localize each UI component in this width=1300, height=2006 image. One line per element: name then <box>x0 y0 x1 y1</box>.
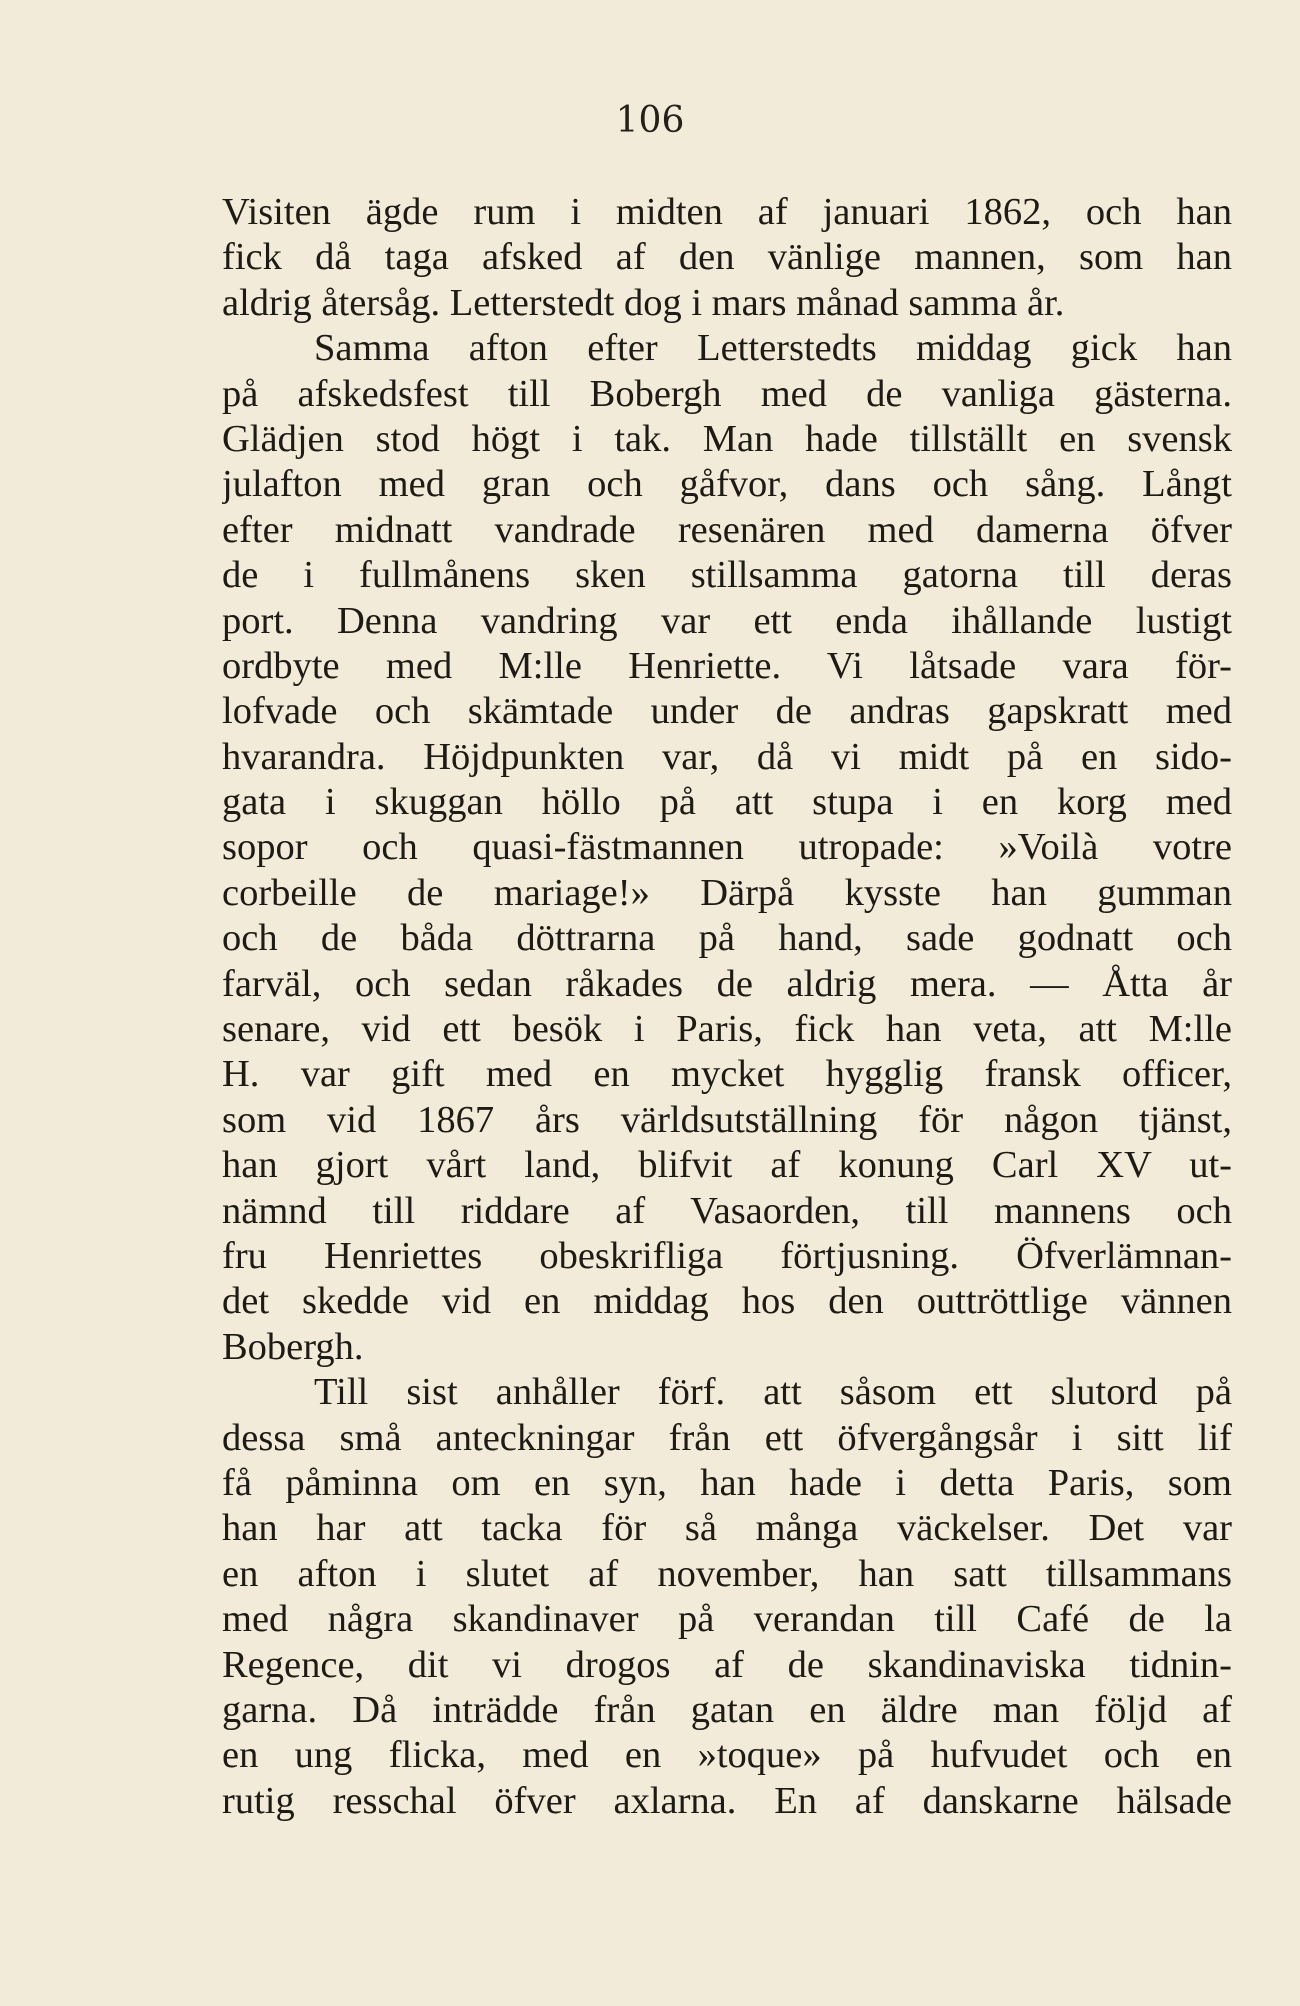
text-line: dessa små anteckningar från ett öfvergångsår i sitt lif <box>222 1416 1232 1459</box>
text-line: aldrig återsåg. Letterstedt dog i mars månad samma år. <box>222 281 1065 324</box>
text-line: det skedde vid en middag hos den outtröttlige vännen <box>222 1280 1232 1323</box>
text-line: nämnd till riddare af Vasaorden, till mannens och <box>222 1189 1232 1232</box>
body-text <box>222 190 1232 1824</box>
text-line: Regence, dit vi drogos af de skandinaviska tidnin- <box>222 1643 1232 1686</box>
text-line: corbeille de mariage!» Därpå kysste han gumman <box>222 871 1232 914</box>
text-line: Glädjen stod högt i tak. Man hade tillställt en svensk <box>222 417 1232 460</box>
text-line: en afton i slutet af november, han satt tillsammans <box>222 1552 1232 1595</box>
text-line: senare, vid ett besök i Paris, fick han veta, att M:lle <box>222 1008 1232 1051</box>
text-line: H. var gift med en mycket hygglig fransk officer, <box>222 1053 1232 1096</box>
text-line: gata i skuggan höllo på att stupa i en korg med <box>222 781 1232 824</box>
text-line: Bobergh. <box>222 1325 364 1368</box>
text-line: Till sist anhåller förf. att såsom ett slutord på <box>314 1371 1232 1414</box>
text-line: med några skandinaver på verandan till Café de la <box>222 1598 1232 1641</box>
text-line: Samma afton efter Letterstedts middag gick han <box>314 327 1232 370</box>
text-line: som vid 1867 års världsutställning för någon tjänst, <box>222 1098 1232 1141</box>
text-line: ordbyte med M:lle Henriette. Vi låtsade vara för- <box>222 644 1232 687</box>
text-line: på afskedsfest till Bobergh med de vanliga gästerna. <box>222 372 1232 415</box>
text-line: efter midnatt vandrade resenären med damerna öfver <box>222 508 1232 551</box>
text-line: julafton med gran och gåfvor, dans och sång. Långt <box>222 463 1232 506</box>
text-line: sopor och quasi-fästmannen utropade: »Voilà votre <box>222 826 1232 869</box>
text-line: hvarandra. Höjdpunkten var, då vi midt på en sido- <box>222 735 1232 778</box>
text-line: en ung flicka, med en »toque» på hufvudet och en <box>222 1734 1232 1777</box>
text-line: fru Henriettes obeskrifliga förtjusning. Öfverlämnan- <box>222 1234 1232 1277</box>
text-line: garna. Då inträdde från gatan en äldre man följd af <box>222 1688 1232 1731</box>
text-line: rutig resschal öfver axlarna. En af danskarne hälsade <box>222 1779 1232 1822</box>
text-line: lofvade och skämtade under de andras gapskratt med <box>222 690 1232 733</box>
text-line: fick då taga afsked af den vänlige mannen, som han <box>222 236 1232 279</box>
text-line: få påminna om en syn, han hade i detta Paris, som <box>222 1461 1232 1504</box>
text-line: port. Denna vandring var ett enda ihållande lustigt <box>222 599 1232 642</box>
page-number: 106 <box>615 100 685 141</box>
text-line: farväl, och sedan råkades de aldrig mera. — Åtta år <box>222 962 1232 1005</box>
text-line: och de båda döttrarna på hand, sade godnatt och <box>222 917 1232 960</box>
text-line: Visiten ägde rum i midten af januari 1862, och han <box>222 191 1232 233</box>
text-line: han har att tacka för så många väckelser. Det var <box>222 1507 1232 1550</box>
text-line: han gjort vårt land, blifvit af konung Carl XV ut- <box>222 1144 1232 1187</box>
text-line: de i fullmånens sken stillsamma gatorna till deras <box>222 554 1232 597</box>
